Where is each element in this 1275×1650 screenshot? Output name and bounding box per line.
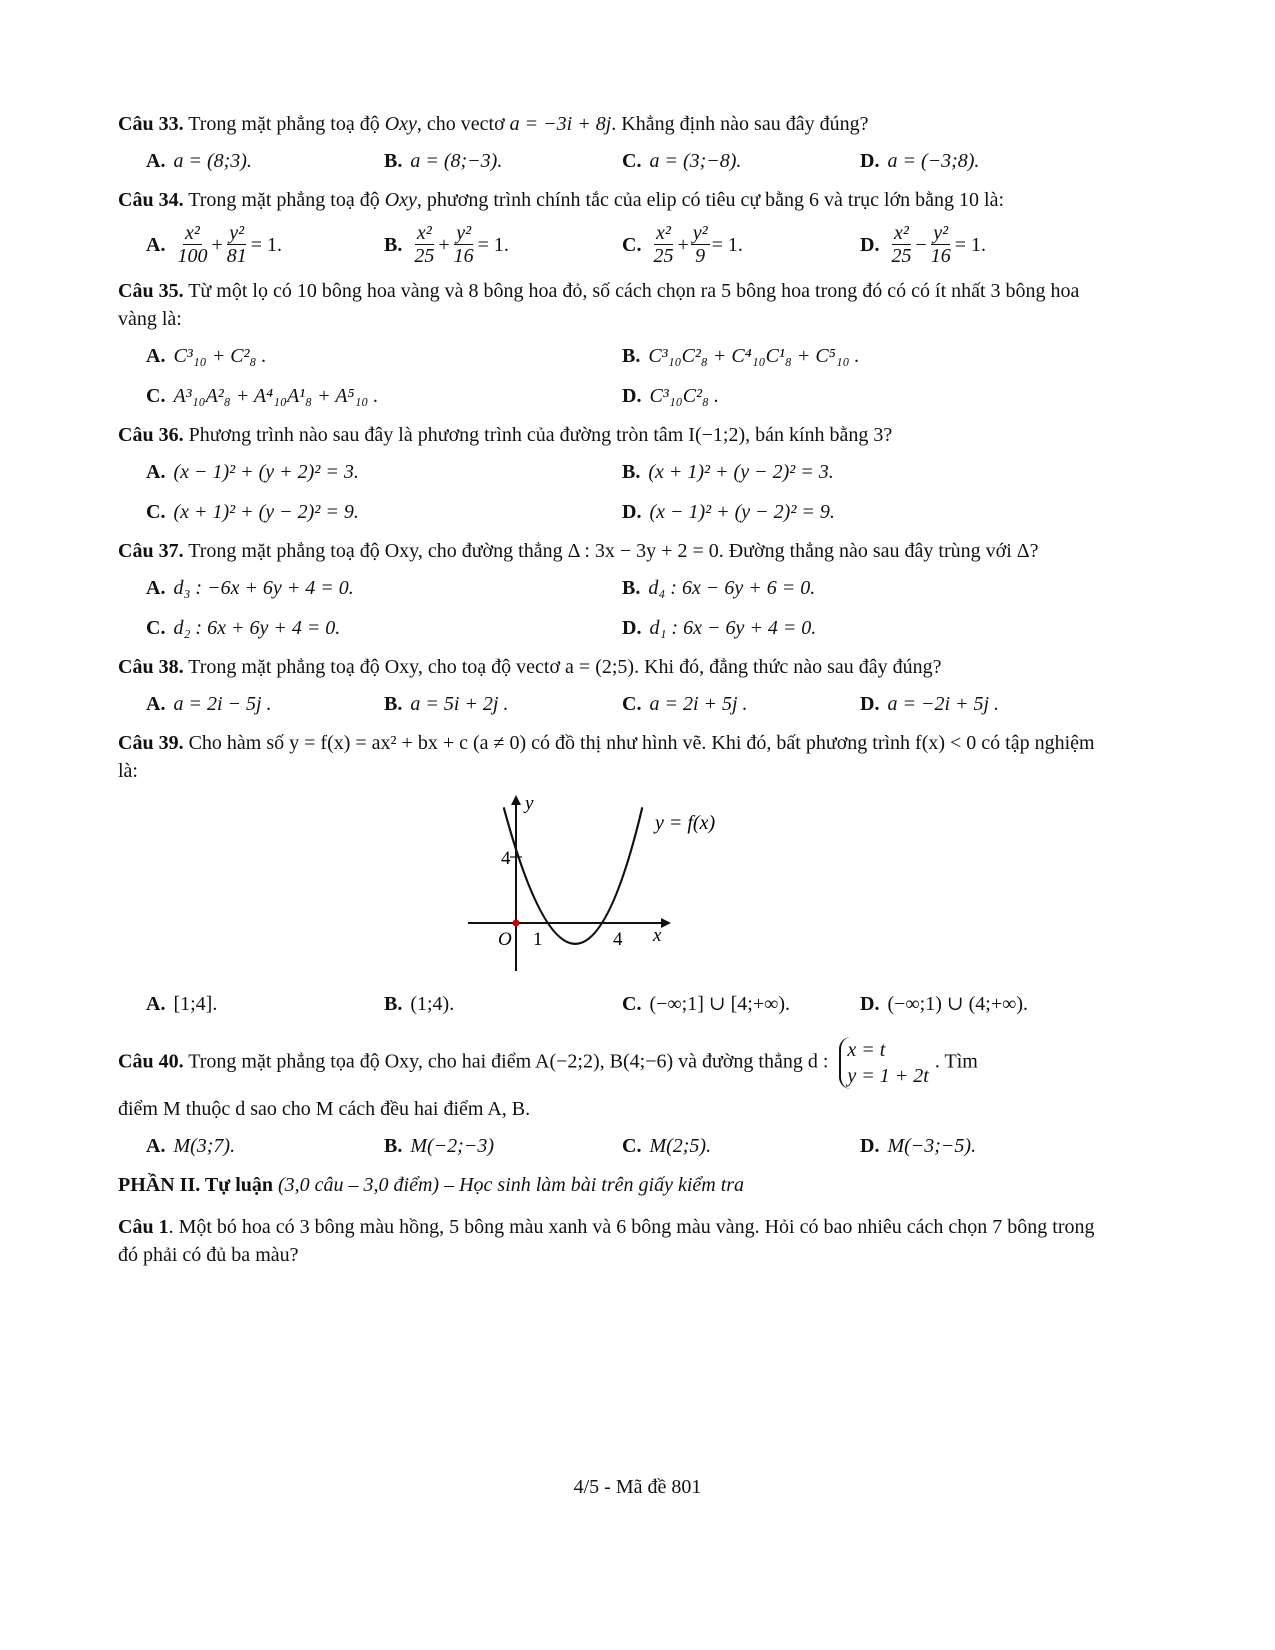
line-system xyxy=(839,1037,928,1089)
answer-option-d[interactable] xyxy=(622,381,1098,411)
y-axis-label: y xyxy=(525,793,534,814)
fraction xyxy=(175,222,209,267)
numerator: y² xyxy=(229,222,245,244)
question-text: Trong mặt phẳng toạ độ xyxy=(188,189,380,211)
option-label: D. xyxy=(860,993,880,1015)
tick-label-x4: 4 xyxy=(613,929,623,950)
question-text: Trong mặt phẳng toạ độ Oxy, cho toạ độ vectơ a = (2;5). Khi đó, đẳng thức nào sau đây đúng? xyxy=(188,656,942,678)
curve-label: y = f(x) xyxy=(655,812,716,834)
question-text: , cho vectơ xyxy=(416,113,505,135)
fraction xyxy=(225,222,249,267)
question-text: . Khẳng định nào sau đây đúng? xyxy=(611,113,869,135)
answer-row xyxy=(146,146,1098,176)
question-number: Câu 37. xyxy=(118,540,184,562)
answer-option-b[interactable] xyxy=(384,146,622,176)
answer-option-c[interactable] xyxy=(622,689,860,719)
question-number: Câu 38. xyxy=(118,656,184,678)
answer-row xyxy=(146,222,1098,267)
numerator: y² xyxy=(456,222,472,244)
tick-label-y4: 4 xyxy=(501,848,511,869)
math-vector: a = −3i + 8j xyxy=(509,113,612,135)
numerator: x² xyxy=(185,222,200,244)
fraction xyxy=(452,222,476,267)
answer-option-d[interactable] xyxy=(860,146,1098,176)
answer-row xyxy=(146,497,1098,527)
option-label: C. xyxy=(622,233,642,256)
option-label: D. xyxy=(622,501,642,523)
option-text: A³₁₀A²₈ + A⁴₁₀A¹₈ + A⁵₁₀ . xyxy=(173,385,379,407)
answer-row xyxy=(146,689,1098,719)
denominator: 25 xyxy=(891,245,912,267)
denominator: 100 xyxy=(177,245,208,267)
answer-option-d[interactable] xyxy=(860,1131,1098,1161)
question-text: . Tìm xyxy=(934,1050,978,1073)
option-label: D. xyxy=(622,385,642,407)
option-text: M(2;5). xyxy=(649,1135,712,1157)
origin-point xyxy=(513,920,520,927)
operator: + xyxy=(677,233,689,256)
question-text: , phương trình chính tắc của elip có tiêu cự bằng 6 và trục lớn bằng 10 là: xyxy=(416,189,1005,211)
option-label: A. xyxy=(146,233,166,256)
answer-row xyxy=(146,457,1098,487)
fraction xyxy=(651,222,675,267)
numerator: x² xyxy=(416,222,432,244)
option-text: (x + 1)² + (y − 2)² = 3. xyxy=(648,461,834,483)
question-number: Câu 34. xyxy=(118,189,184,211)
option-label: C. xyxy=(146,385,166,407)
option-label: A. xyxy=(146,345,166,367)
option-label: A. xyxy=(146,461,166,483)
answer-option-b[interactable] xyxy=(384,989,622,1019)
answer-option-a[interactable] xyxy=(146,457,622,487)
option-label: B. xyxy=(622,345,641,367)
option-text: C³₁₀ + C²₈ . xyxy=(173,345,267,367)
answer-row xyxy=(146,573,1098,603)
answer-option-d[interactable] xyxy=(860,989,1098,1019)
denominator: 16 xyxy=(453,245,474,267)
y-axis-arrow xyxy=(511,795,521,805)
numerator: y² xyxy=(692,222,708,244)
option-label: C. xyxy=(622,1135,642,1157)
answer-option-b[interactable] xyxy=(384,1131,622,1161)
option-text: a = −2i + 5j . xyxy=(887,693,1000,715)
operator: + xyxy=(211,233,223,256)
option-text: a = (8;−3). xyxy=(410,150,503,172)
answer-option-d[interactable] xyxy=(622,613,1098,643)
option-text: (x + 1)² + (y − 2)² = 9. xyxy=(173,501,359,523)
option-label: A. xyxy=(146,1135,166,1157)
part-2-heading xyxy=(118,1171,1098,1199)
option-label: D. xyxy=(622,617,642,639)
option-label: A. xyxy=(146,993,166,1015)
question-35 xyxy=(118,277,1098,333)
answer-option-d[interactable] xyxy=(860,222,1098,267)
tick-label-x1: 1 xyxy=(533,929,543,950)
operator: − xyxy=(915,233,927,256)
option-text: (−∞;1] ∪ [4;+∞). xyxy=(649,993,791,1015)
answer-option-c[interactable] xyxy=(146,613,622,643)
equation-tail: = 1. xyxy=(250,233,283,256)
answer-option-b[interactable] xyxy=(384,689,622,719)
equation-tail: = 1. xyxy=(711,233,743,256)
question-33 xyxy=(118,110,1098,138)
option-text: (1;4). xyxy=(410,993,455,1015)
option-label: B. xyxy=(622,461,641,483)
option-label: B. xyxy=(384,150,403,172)
section-note: (3,0 câu – 3,0 điểm) – Học sinh làm bài trên giấy kiểm tra xyxy=(278,1174,745,1196)
option-text: a = 2i + 5j . xyxy=(649,693,748,715)
parabola-graph xyxy=(463,793,753,983)
numerator: x² xyxy=(656,222,671,244)
answer-option-b[interactable] xyxy=(622,573,1098,603)
question-text: . Một bó hoa có 3 bông màu hồng, 5 bông màu xanh và 6 bông màu vàng. Hỏi có bao nhiêu cách chọn 7 bông trong đó phải có đủ ba màu? xyxy=(118,1216,1095,1266)
option-text: d₁ : 6x − 6y + 4 = 0. xyxy=(649,617,817,639)
question-number: Câu 36. xyxy=(118,424,184,446)
answer-option-c[interactable] xyxy=(146,381,622,411)
fraction xyxy=(691,222,710,267)
option-label: B. xyxy=(384,693,403,715)
numerator: y² xyxy=(933,222,949,244)
option-label: C. xyxy=(622,993,642,1015)
question-number: Câu 40. xyxy=(118,1050,184,1073)
answer-option-c[interactable] xyxy=(622,222,860,267)
option-label: B. xyxy=(384,993,403,1015)
answer-row xyxy=(146,613,1098,643)
origin-label: O xyxy=(498,929,512,950)
answer-option-a[interactable] xyxy=(146,222,384,267)
denominator: 81 xyxy=(226,245,247,267)
question-text-line2: điểm M thuộc d sao cho M cách đều hai điểm A, B. xyxy=(118,1098,531,1120)
question-text: Trong mặt phẳng toạ độ Oxy, cho đường thẳng Δ : 3x − 3y + 2 = 0. Đường thẳng nào sau đây trùng với Δ? xyxy=(188,540,1039,562)
fraction xyxy=(412,222,436,267)
question-38 xyxy=(118,653,1098,681)
exam-page xyxy=(118,110,1098,1277)
option-text: a = 2i − 5j . xyxy=(173,693,272,715)
option-text: d₃ : −6x + 6y + 4 = 0. xyxy=(173,577,354,599)
section-title: PHẦN II. Tự luận xyxy=(118,1174,274,1196)
option-label: D. xyxy=(860,233,880,256)
option-text: C³₁₀C²₈ . xyxy=(649,385,719,407)
question-number: Câu 1 xyxy=(118,1216,169,1238)
denominator: 16 xyxy=(930,245,951,267)
option-text: (−∞;1) ∪ (4;+∞). xyxy=(887,993,1029,1015)
option-text: a = (8;3). xyxy=(173,150,252,172)
denominator: 9 xyxy=(695,245,706,267)
option-label: C. xyxy=(146,501,166,523)
option-text: M(−2;−3) xyxy=(410,1135,494,1157)
question-37 xyxy=(118,537,1098,565)
answer-option-b[interactable] xyxy=(384,222,622,267)
answer-option-a[interactable] xyxy=(146,989,384,1019)
answer-option-d[interactable] xyxy=(860,689,1098,719)
answer-option-d[interactable] xyxy=(622,497,1098,527)
option-text: C³₁₀C²₈ + C⁴₁₀C¹₈ + C⁵₁₀ . xyxy=(648,345,860,367)
option-text: M(3;7). xyxy=(173,1135,236,1157)
option-text: [1;4]. xyxy=(173,993,218,1015)
answer-option-a[interactable] xyxy=(146,341,622,371)
essay-question-1 xyxy=(118,1213,1098,1269)
option-text: a = (−3;8). xyxy=(887,150,980,172)
denominator: 25 xyxy=(653,245,674,267)
system-line-1: x = t xyxy=(847,1039,886,1061)
equation-tail: = 1. xyxy=(954,233,987,256)
math-oxy: Oxy xyxy=(384,189,417,211)
option-text: a = (3;−8). xyxy=(649,150,742,172)
denominator: 25 xyxy=(414,245,435,267)
question-36 xyxy=(118,421,1098,449)
answer-row xyxy=(146,341,1098,371)
option-text: M(−3;−5). xyxy=(887,1135,977,1157)
option-label: C. xyxy=(622,150,642,172)
question-text: Trong mặt phẳng toạ độ xyxy=(188,113,380,135)
operator: + xyxy=(438,233,450,256)
answer-option-a[interactable] xyxy=(146,146,384,176)
math-oxy: Oxy xyxy=(384,113,417,135)
option-label: A. xyxy=(146,693,166,715)
answer-option-c[interactable] xyxy=(622,989,860,1019)
question-number: Câu 39. xyxy=(118,732,184,754)
question-text: Trong mặt phẳng tọa độ Oxy, cho hai điểm A(−2;2), B(4;−6) và đường thẳng d : xyxy=(188,1050,829,1073)
answer-row xyxy=(146,381,1098,411)
x-axis-arrow xyxy=(661,918,671,928)
question-text: Cho hàm số y = f(x) = ax² + bx + c (a ≠ 0) có đồ thị như hình vẽ. Khi đó, bất phương trình f(x) < 0 có tập nghiệm là: xyxy=(118,732,1095,782)
question-text: Từ một lọ có 10 bông hoa vàng và 8 bông hoa đỏ, số cách chọn ra 5 bông hoa trong đó có có ít nhất 3 bông hoa vàng là: xyxy=(118,280,1080,330)
option-label: D. xyxy=(860,693,880,715)
option-label: B. xyxy=(622,577,641,599)
option-label: D. xyxy=(860,1135,880,1157)
system-line-2: y = 1 + 2t xyxy=(847,1065,929,1087)
answer-option-a[interactable] xyxy=(146,1131,384,1161)
answer-option-b[interactable] xyxy=(622,341,1098,371)
equation-tail: = 1. xyxy=(477,233,509,256)
answer-row xyxy=(146,989,1098,1019)
option-label: B. xyxy=(384,233,403,256)
page-footer: 4/5 - Mã đề 801 xyxy=(573,1476,702,1498)
x-axis-label: x xyxy=(653,925,662,946)
option-text: a = 5i + 2j . xyxy=(410,693,509,715)
fraction xyxy=(929,222,953,267)
question-39 xyxy=(118,729,1098,785)
answer-option-c[interactable] xyxy=(622,1131,860,1161)
option-label: B. xyxy=(384,1135,403,1157)
question-number: Câu 35. xyxy=(118,280,184,302)
answer-option-c[interactable] xyxy=(622,146,860,176)
answer-option-a[interactable] xyxy=(146,573,622,603)
option-text: d₄ : 6x − 6y + 6 = 0. xyxy=(648,577,816,599)
option-label: C. xyxy=(622,693,642,715)
option-label: A. xyxy=(146,150,166,172)
option-text: (x − 1)² + (y + 2)² = 3. xyxy=(173,461,359,483)
answer-option-b[interactable] xyxy=(622,457,1098,487)
answer-option-a[interactable] xyxy=(146,689,384,719)
answer-row xyxy=(146,1131,1098,1161)
option-text: d₂ : 6x + 6y + 4 = 0. xyxy=(173,617,341,639)
option-label: A. xyxy=(146,577,166,599)
question-number: Câu 33. xyxy=(118,113,184,135)
answer-option-c[interactable] xyxy=(146,497,622,527)
fraction xyxy=(889,222,913,267)
numerator: x² xyxy=(894,222,909,244)
option-label: C. xyxy=(146,617,166,639)
option-text: (x − 1)² + (y − 2)² = 9. xyxy=(649,501,835,523)
option-label: D. xyxy=(860,150,880,172)
question-40 xyxy=(118,1037,1098,1123)
question-text: Phương trình nào sau đây là phương trình của đường tròn tâm I(−1;2), bán kính bằng 3? xyxy=(188,424,893,446)
question-34 xyxy=(118,186,1098,214)
